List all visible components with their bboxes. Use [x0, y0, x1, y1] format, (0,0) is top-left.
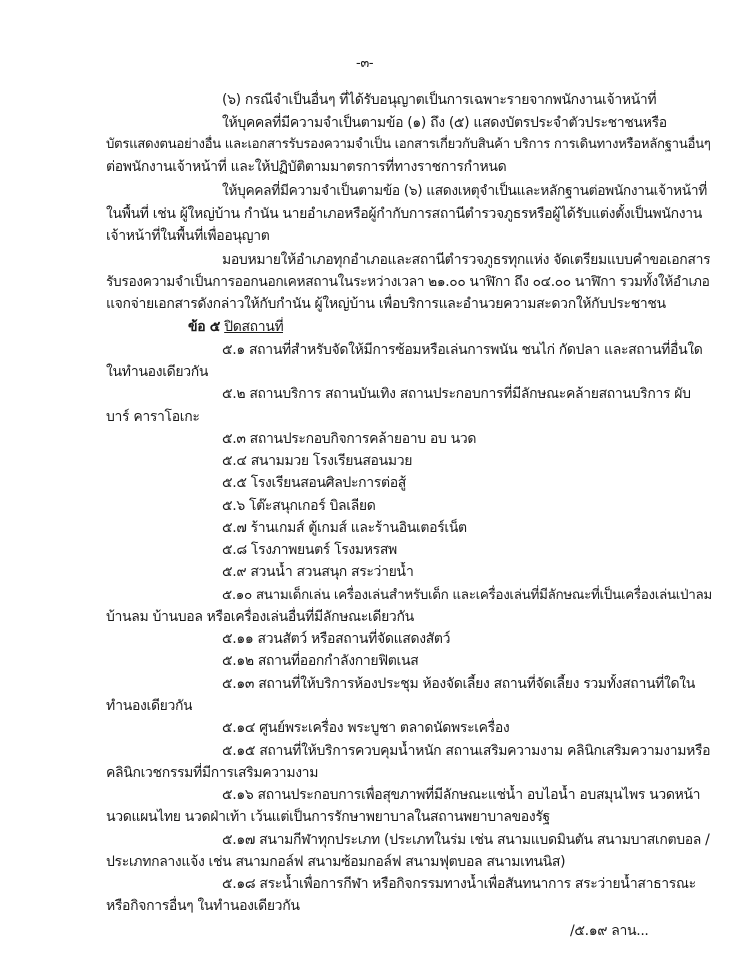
item-5-17-line-1: ๕.๑๗ สนามกีฬาทุกประเภท (ประเภทในร่ม เช่น สนามแบดมินตัน สนามบาสเกตบอล /	[222, 832, 710, 848]
item-5-15-line-1: ๕.๑๕ สถานที่ให้บริการควบคุมน้ำหนัก สถานเสริมความงาม คลินิกเสริมความงามหรือ	[222, 743, 711, 759]
item-5-16-line-2: นวดแผนไทย นวดฝ่าเท้า เว้นแต่เป็นการรักษาพยาบาลในสถานพยาบาลของรัฐ	[106, 809, 550, 825]
paragraph-1-line-1: (๖) กรณีจำเป็นอื่นๆ ที่ได้รับอนุญาตเป็นการเฉพาะรายจากพนักงานเจ้าหน้าที่	[222, 92, 657, 108]
paragraph-3-line-1: มอบหมายให้อำเภอทุกอำเภอและสถานีตำรวจภูธรทุกแห่ง จัดเตรียมแบบคำขอเอกสาร	[222, 252, 711, 268]
item-5-1-line-2: ในทำนองเดียวกัน	[106, 364, 209, 380]
item-5-18-line-2: หรือกิจการอื่นๆ ในทำนองเดียวกัน	[106, 898, 300, 914]
item-5-10-line-2: บ้านลม บ้านบอล หรือเครื่องเล่นอื่นที่มีลักษณะเดียวกัน	[106, 609, 414, 625]
item-5-14: ๕.๑๔ ศูนย์พระเครื่อง พระบูชา ตลาดนัดพระเครื่อง	[222, 720, 510, 736]
item-5-13-line-1: ๕.๑๓ สถานที่ให้บริการห้องประชุม ห้องจัดเลี้ยง สถานที่จัดเลี้ยง รวมทั้งสถานที่ใดใน	[222, 676, 695, 692]
paragraph-2-line-1: ให้บุคคลที่มีความจำเป็นตามข้อ (๖) แสดงเหตุจำเป็นและหลักฐานต่อพนักงานเจ้าหน้าที่	[222, 183, 707, 199]
item-5-2-line-1: ๕.๒ สถานบริการ สถานบันเทิง สถานประกอบการที่มีลักษณะคล้ายสถานบริการ ผับ	[222, 386, 691, 402]
section-title: ปิดสถานที่	[224, 319, 284, 335]
section-number: ข้อ ๕	[188, 319, 221, 335]
paragraph-1-line-2: ให้บุคคลที่มีความจำเป็นตามข้อ (๑) ถึง (๕) แสดงบัตรประจำตัวประชาชนหรือ	[222, 115, 667, 131]
item-5-4: ๕.๔ สนามมวย โรงเรียนสอนมวย	[222, 453, 413, 469]
section-heading	[188, 317, 283, 337]
item-5-12: ๕.๑๒ สถานที่ออกกำลังกายฟิตเนส	[222, 653, 419, 669]
item-5-15-line-2: คลินิกเวชกรรมที่มีการเสริมความงาม	[106, 765, 319, 781]
item-5-6: ๕.๖ โต๊ะสนุกเกอร์ บิลเลียด	[222, 498, 376, 514]
paragraph-3-line-2: รับรองความจำเป็นการออกนอกเคหสถานในระหว่างเวลา ๒๑.๐๐ นาฬิกา ถึง ๐๔.๐๐ นาฬิกา รวมทั้งให้อำเภอ	[106, 274, 710, 290]
item-5-9: ๕.๙ สวนน้ำ สวนสนุก สระว่ายน้ำ	[222, 564, 414, 580]
item-5-5: ๕.๕ โรงเรียนสอนศิลปะการต่อสู้	[222, 475, 406, 491]
item-5-8: ๕.๘ โรงภาพยนตร์ โรงมหรสพ	[222, 542, 397, 558]
item-5-13-line-2: ทำนองเดียวกัน	[106, 698, 193, 714]
item-5-3: ๕.๓ สถานประกอบกิจการคล้ายอาบ อบ นวด	[222, 431, 477, 447]
paragraph-2-line-3: เจ้าหน้าที่ในพื้นที่เพื่ออนุญาต	[106, 228, 270, 244]
item-5-7: ๕.๗ ร้านเกมส์ ตู้เกมส์ และร้านอินเตอร์เน็ต	[222, 520, 467, 536]
page-number: -๓-	[356, 56, 374, 71]
item-5-1-line-1: ๕.๑ สถานที่สำหรับจัดให้มีการซ้อมหรือเล่นการพนัน ชนไก่ กัดปลา และสถานที่อื่นใด	[222, 342, 703, 358]
continuation-marker: /๕.๑๙ ลาน...	[570, 923, 649, 939]
item-5-18-line-1: ๕.๑๘ สระน้ำเพื่อการกีฬา หรือกิจกรรมทางน้ำเพื่อสันทนาการ สระว่ายน้ำสาธารณะ	[222, 876, 696, 892]
item-5-17-line-2: ประเภทกลางแจ้ง เช่น สนามกอล์ฟ สนามซ้อมกอล์ฟ สนามฟุตบอล สนามเทนนิส)	[106, 854, 566, 870]
item-5-11: ๕.๑๑ สวนสัตว์ หรือสถานที่จัดแสดงสัตว์	[222, 631, 451, 647]
item-5-16-line-1: ๕.๑๖ สถานประกอบการเพื่อสุขภาพที่มีลักษณะแช่น้ำ อบไอน้ำ อบสมุนไพร นวดหน้า	[222, 787, 701, 803]
paragraph-1-line-4: ต่อพนักงานเจ้าหน้าที่ และให้ปฏิบัติตามมาตรการที่ทางราชการกำหนด	[106, 159, 507, 175]
paragraph-1-line-3: บัตรแสดงตนอย่างอื่น และเอกสารรับรองความจำเป็น เอกสารเกี่ยวกับสินค้า บริการ การเดินทางหรือหลักฐานอื่นๆ	[106, 137, 711, 152]
item-5-2-line-2: บาร์ คาราโอเกะ	[106, 409, 200, 425]
item-5-10-line-1: ๕.๑๐ สนามเด็กเล่น เครื่องเล่นสำหรับเด็ก และเครื่องเล่นที่มีลักษณะที่เป็นเครื่องเล่นเป่าลม	[222, 587, 712, 603]
paragraph-2-line-2: ในพื้นที่ เช่น ผู้ใหญ่บ้าน กำนัน นายอำเภอหรือผู้กำกับการสถานีตำรวจภูธรหรือผู้ได้รับแต่งตั้งเป็นพนักงาน	[106, 206, 702, 222]
paragraph-3-line-3: แจกจ่ายเอกสารดังกล่าวให้กับกำนัน ผู้ใหญ่บ้าน เพื่อบริการและอำนวยความสะดวกให้กับประชาชน	[106, 296, 666, 312]
